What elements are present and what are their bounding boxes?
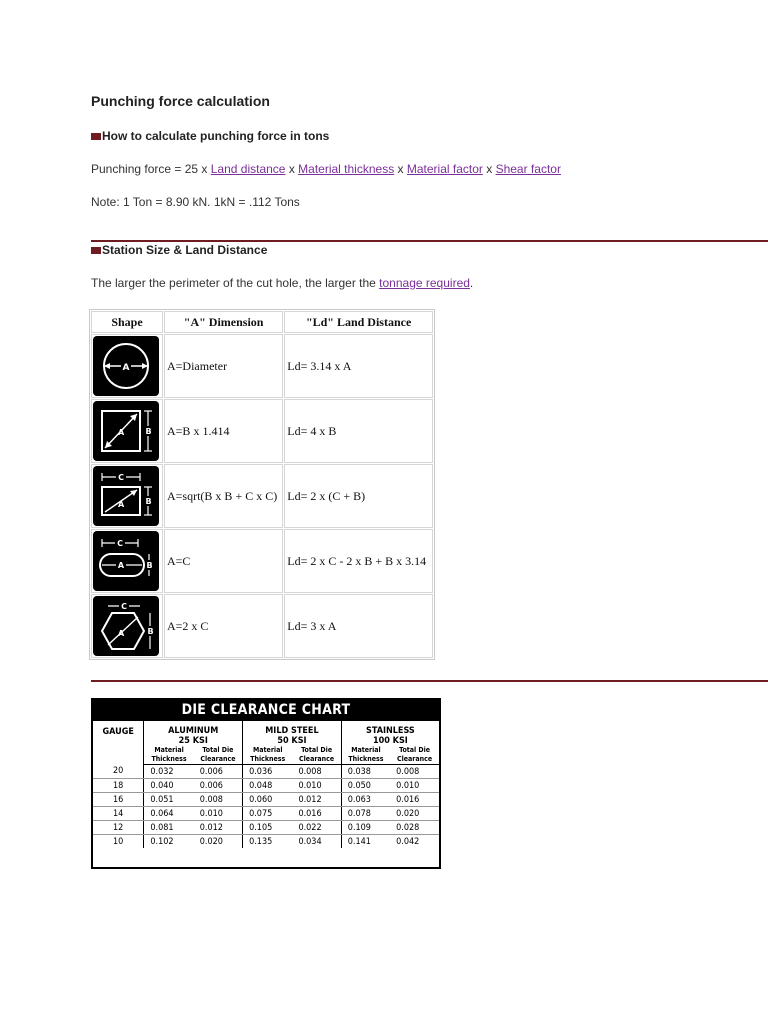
table-row (91, 464, 433, 528)
svg-text:A: A (118, 500, 125, 509)
svg-text:B: B (145, 427, 152, 436)
value-cell: 0.010 (194, 807, 243, 821)
svg-text:B: B (146, 561, 153, 570)
obround-shape-icon (93, 531, 159, 591)
separator: x (394, 162, 407, 176)
a-dimension-cell: A=sqrt(B x B + C x C) (164, 464, 283, 528)
column-header-shape: Shape (91, 311, 163, 333)
round-shape-icon (93, 336, 159, 396)
sub-label: Total Die Clearance (390, 746, 439, 765)
hexagon-shape-icon (93, 596, 159, 656)
table-row (93, 779, 439, 793)
value-cell: 0.075 (243, 807, 293, 821)
land-distance-cell: Ld= 2 x (C + B) (284, 464, 433, 528)
value-cell: 0.109 (341, 821, 390, 835)
svg-text:B: B (147, 627, 154, 636)
paragraph-text: The larger the perimeter of the cut hole, the larger the (91, 276, 380, 290)
svg-text:C: C (121, 602, 127, 611)
a-dimension-cell: A=C (164, 529, 283, 593)
shape-dimension-table (89, 309, 435, 660)
value-cell: 0.141 (347, 836, 371, 847)
value-cell: 0.020 (390, 807, 439, 821)
value-cell: 0.060 (243, 793, 293, 807)
land-distance-cell: Ld= 3 x A (284, 594, 433, 658)
table-row (93, 835, 439, 849)
value-cell: 0.008 (292, 765, 341, 779)
gauge-cell: 10 (93, 835, 144, 849)
sub-label: Total Die Clearance (194, 746, 243, 765)
land-distance-cell: Ld= 2 x C - 2 x B + B x 3.14 (284, 529, 433, 593)
rectangle-shape-icon (93, 466, 159, 526)
conversion-note: Note: 1 Ton = 8.90 kN. 1kN = .112 Tons (91, 195, 300, 209)
table-row (93, 821, 439, 835)
material-name: STAINLESS (366, 726, 415, 736)
svg-text:C: C (118, 473, 124, 482)
table-row (93, 765, 439, 779)
value-cell: 0.012 (194, 821, 243, 835)
value-cell: 0.008 (194, 793, 243, 807)
formula-line (91, 162, 561, 176)
value-cell: 0.040 (144, 779, 194, 793)
value-cell: 0.051 (144, 793, 194, 807)
material-name: ALUMINUM (168, 726, 219, 736)
value-cell: 0.042 (396, 836, 420, 847)
material-ksi: 25 KSI (178, 736, 208, 746)
sub-label: Material Thickness (341, 746, 390, 765)
value-cell: 0.105 (243, 821, 293, 835)
table-row (91, 334, 433, 398)
gauge-cell: 12 (93, 821, 144, 835)
separator: x (285, 162, 299, 176)
square-shape-icon (93, 401, 159, 461)
value-cell: 0.064 (144, 807, 194, 821)
svg-text:A: A (122, 363, 130, 373)
gauge-cell: 16 (93, 793, 144, 807)
section-heading-punching-force (91, 129, 329, 143)
sub-label: Total Die Clearance (292, 746, 341, 765)
value-cell: 0.006 (194, 765, 243, 779)
value-cell: 0.022 (292, 821, 341, 835)
svg-text:B: B (145, 497, 152, 506)
die-chart-title: DIE CLEARANCE CHART (93, 700, 439, 721)
die-clearance-chart (91, 698, 441, 869)
value-cell: 0.010 (390, 779, 439, 793)
value-cell: 0.102 (150, 836, 174, 847)
material-thickness-link[interactable]: Material thickness (298, 162, 395, 176)
svg-text:C: C (117, 539, 123, 548)
tonnage-required-link[interactable]: tonnage required (379, 276, 470, 290)
value-cell: 0.048 (243, 779, 293, 793)
bullet-square-icon (91, 133, 101, 140)
land-distance-link[interactable]: Land distance (210, 162, 286, 176)
value-cell: 0.006 (194, 779, 243, 793)
gauge-cell: 18 (93, 779, 144, 793)
table-row (91, 529, 433, 593)
die-chart-table (93, 721, 439, 848)
value-cell: 0.038 (341, 765, 390, 779)
value-cell: 0.028 (390, 821, 439, 835)
svg-text:A: A (118, 629, 125, 638)
paragraph-suffix: . (469, 276, 474, 290)
formula-prefix: Punching force = 25 x (91, 162, 211, 176)
table-row (91, 594, 433, 658)
section-heading-station-size (91, 243, 267, 257)
gauge-cell: 14 (93, 807, 144, 821)
svg-text:A: A (117, 561, 125, 570)
column-header-a-dimension: "A" Dimension (164, 311, 283, 333)
value-cell: 0.036 (243, 765, 293, 779)
gauge-cell: 20 (93, 765, 144, 779)
value-cell: 0.010 (292, 779, 341, 793)
land-distance-cell: Ld= 3.14 x A (284, 334, 433, 398)
sub-label: Material Thickness (144, 746, 194, 765)
value-cell: 0.012 (292, 793, 341, 807)
svg-text:A: A (118, 428, 125, 437)
material-name: MILD STEEL (265, 726, 319, 736)
value-cell: 0.016 (390, 793, 439, 807)
section-divider (91, 680, 768, 682)
sub-label: Material Thickness (243, 746, 293, 765)
gauge-header: GAUGE (93, 721, 144, 765)
material-ksi: 50 KSI (277, 736, 307, 746)
perimeter-paragraph (91, 276, 473, 290)
section-heading-text: Station Size & Land Distance (102, 243, 268, 257)
table-row (93, 793, 439, 807)
table-row (93, 807, 439, 821)
land-distance-cell: Ld= 4 x B (284, 399, 433, 463)
bullet-square-icon (91, 247, 101, 254)
material-factor-link[interactable]: Material factor (406, 162, 483, 176)
table-row (91, 399, 433, 463)
column-header-land-distance: "Ld" Land Distance (284, 311, 433, 333)
value-cell: 0.020 (194, 835, 243, 849)
value-cell: 0.078 (341, 807, 390, 821)
value-cell: 0.063 (341, 793, 390, 807)
separator: x (482, 162, 496, 176)
value-cell: 0.050 (341, 779, 390, 793)
page-title: Punching force calculation (91, 93, 270, 109)
value-cell: 0.016 (292, 807, 341, 821)
a-dimension-cell: A=B x 1.414 (164, 399, 283, 463)
value-cell: 0.008 (390, 765, 439, 779)
value-cell: 0.135 (249, 836, 273, 847)
value-cell: 0.081 (144, 821, 194, 835)
a-dimension-cell: A=Diameter (164, 334, 283, 398)
value-cell: 0.032 (144, 765, 194, 779)
shear-factor-link[interactable]: Shear factor (495, 162, 561, 176)
material-ksi: 100 KSI (372, 736, 408, 746)
value-cell: 0.034 (292, 835, 341, 849)
section-heading-text: How to calculate punching force in tons (102, 129, 330, 143)
section-divider (91, 240, 768, 242)
a-dimension-cell: A=2 x C (164, 594, 283, 658)
